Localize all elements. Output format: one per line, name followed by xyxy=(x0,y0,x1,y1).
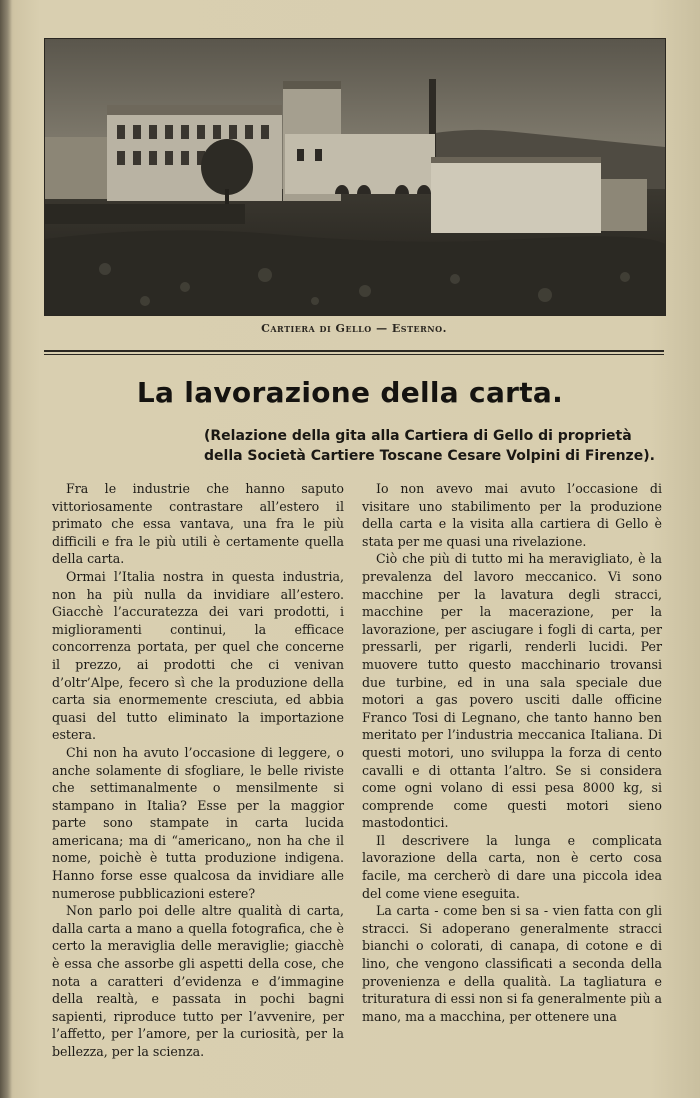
factory-photo xyxy=(44,38,666,316)
paragraph: Io non avevo mai avuto l’occasione di visitare uno stabilimento per la produzione della carta e la visita alla cartiera di Gello è stata per me quasi una rivelazione. xyxy=(362,481,662,549)
article-title: La lavorazione della carta. xyxy=(136,376,564,409)
divider-rule xyxy=(44,350,664,352)
paragraph: Fra le industrie che hanno saputo vittoriosamente contrastare all’estero il primato che essa vantava, una fra le più difficili e fra le più utili è certamente quella della carta. xyxy=(52,481,344,567)
paragraph: Ciò che più di tutto mi ha meravigliato, è la prevalenza del lavoro meccanico. Vi sono macchine per la lavatura degli stracci, macchine per la macerazione, per la lavorazione, per asciugare i fogli di carta, per pressarli, per rigarli, renderli lucidi. Per muovere tutto questo macchinario trovansi due turbine, ed in una sala speciale due motori a gas povero usciti dalle officine Franco Tosi di Legnano, che tanto hanno ben meritato per l’industria meccanica Italiana. Di questi motori, uno sviluppa la forza di cento cavalli e di ottanta l’altro. Se si considera come ogni volano di essi pesa 8000 kg, si comprende come questi motori sieno mastodontici. xyxy=(362,551,662,831)
divider-rule-thin xyxy=(44,354,664,355)
right-column xyxy=(362,480,662,1025)
binding-gutter xyxy=(0,0,12,1098)
paragraph: La carta - come ben si sa - vien fatta con gli stracci. Si adoperano generalmente stracci bianchi o colorati, di canapa, di cotone e di lino, che vengono classificati a seconda della provenienza e della qualità. La tagliatura e trituratura di essi non si fa generalmente più a mano, ma a macchina, per ottenere una xyxy=(362,903,662,1024)
left-column xyxy=(52,480,344,1061)
paragraph: Chi non ha avuto l’occasione di leggere, o anche solamente di sfogliare, le belle riviste che settimanalmente o mensilmente si stampano in Italia? Esse per la maggior parte sono stampate in carta lucida americana; ma di “americano„ non ha che il nome, poichè è tutta produzione indigena. Hanno forse esse qualcosa da invidiare alle numerose pubblicazioni estere? xyxy=(52,744,344,901)
photo-caption: Cartiera di Gello — Esterno. xyxy=(261,322,447,335)
paragraph: Il descrivere la lunga e complicata lavorazione della carta, non è certo cosa facile, ma cercherò di dare una piccola idea del come viene eseguita. xyxy=(362,832,662,901)
paragraph: Non parlo poi delle altre qualità di carta, dalla carta a mano a quella fotografica, che è certo la meraviglia delle meraviglie; giacchè è essa che assorbe gli aspetti della cose, che nota a caratteri d’evidenza e d’immagine della realtà, e passata in pochi bagni sapienti, riproduce tutto per l’avvenire, per l’affetto, per l’amore, per la curiosità, per la bellezza, per la scienza. xyxy=(52,903,344,1059)
article-subtitle: (Relazione della gita alla Cartiera di Gello di proprietà della Società Cartiere Toscane Cesare Volpini di Firenze). xyxy=(204,428,655,464)
paragraph: Ormai l’Italia nostra in questa industria, non ha più nulla da invidiare all’estero. Giacchè l’accuratezza dei vari prodotti, i miglioramenti continui, la efficace concorrenza portata, per quel che concerne il prezzo, ai prodotti che ci venivan d’oltr’Alpe, fecero sì che la produzione della carta sia enormemente cresciuta, ed abbia quasi del tutto eliminato la importazione estera. xyxy=(52,568,344,743)
